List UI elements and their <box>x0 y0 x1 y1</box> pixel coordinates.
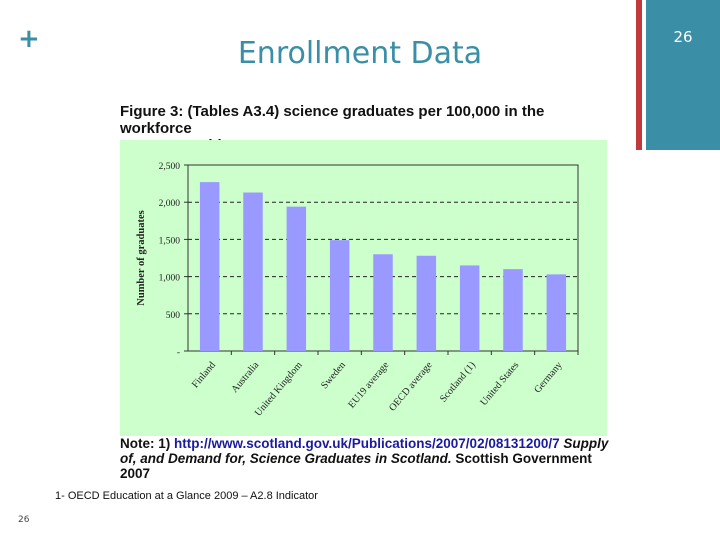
page-number: 26 <box>673 28 693 46</box>
note-source: Scottish Government 2007 <box>120 451 592 481</box>
bar <box>373 254 393 351</box>
page-number-footer: 26 <box>18 515 30 525</box>
y-tick-label: 2,000 <box>158 199 180 210</box>
note-italic-title: Supply of, and Demand for, Science Graduates in Scotland. <box>120 436 609 466</box>
x-tick-label: United Kingdom <box>252 359 305 419</box>
accent-bar <box>636 0 642 150</box>
y-axis-label: Number of graduates <box>136 210 147 306</box>
page-number-box <box>646 0 720 150</box>
bar <box>547 274 567 351</box>
x-tick-label: Australia <box>229 359 262 396</box>
x-tick-label: OECD average <box>387 359 435 414</box>
y-tick-label: 1,000 <box>158 273 180 284</box>
y-tick-label: - <box>176 348 180 358</box>
bar <box>243 193 263 351</box>
figure-note <box>120 436 610 481</box>
bar <box>330 240 350 351</box>
bar <box>460 265 480 351</box>
bar <box>200 182 220 351</box>
x-tick-label: United States <box>478 359 522 408</box>
bar-chart <box>120 140 607 436</box>
x-tick-label: Sweden <box>319 359 348 392</box>
y-tick-label: 1,500 <box>158 236 180 247</box>
x-tick-label: Finland <box>189 359 218 391</box>
bar <box>287 207 307 351</box>
footnote: 1- OECD Education at a Glance 2009 – A2.8 Indicator <box>55 490 318 502</box>
note-url-link[interactable]: http://www.scotland.gov.uk/Publications/2007/02/08131200/7 <box>174 436 560 451</box>
y-tick-label: 2,500 <box>158 162 180 172</box>
slide-title: Enrollment Data <box>237 36 483 71</box>
x-tick-label: Scotland (1) <box>437 359 478 405</box>
x-tick-label: EU19 average <box>346 359 392 411</box>
plus-mark: + <box>18 24 40 54</box>
x-tick-label: Germany <box>532 359 565 396</box>
figure-title-line1: Figure 3: (Tables A3.4) science graduates per 100,000 in the workforce <box>120 103 545 137</box>
y-tick-label: 500 <box>165 310 180 321</box>
note-label: Note: 1) <box>120 436 171 451</box>
bar <box>503 269 523 351</box>
bar <box>417 256 437 351</box>
